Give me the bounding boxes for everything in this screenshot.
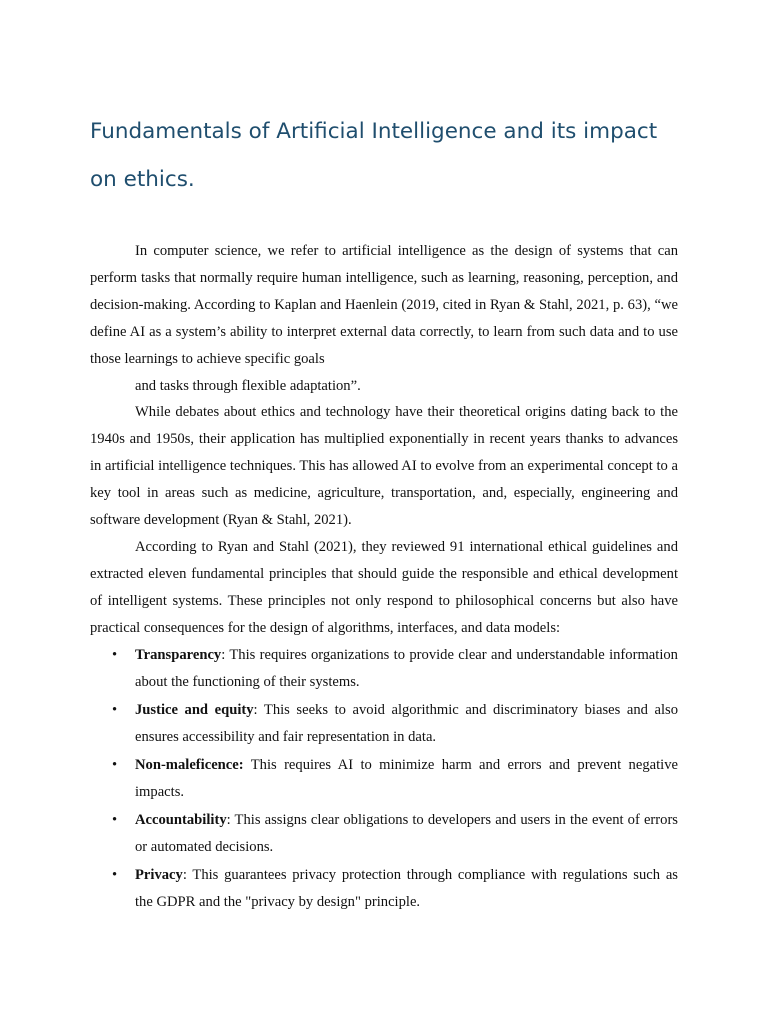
principle-term: Non-maleficence: bbox=[135, 756, 244, 773]
paragraph-principles-intro: According to Ryan and Stahl (2021), they reviewed 91 international ethical guidelines and extracted eleven fundamental principles that should guide the responsible and ethical development of intelligent systems. These principles not only respond to philosophical concerns but also have practical consequences for the design of algorithms, interfaces, and data models: bbox=[90, 538, 678, 636]
principle-separator: : bbox=[226, 811, 235, 828]
principle-separator bbox=[244, 757, 251, 773]
bullet-icon: • bbox=[112, 646, 118, 663]
document-title: Fundamentals of Artificial Intelligence and its impact on ethics. bbox=[90, 119, 658, 192]
principle-term: Transparency bbox=[135, 646, 222, 663]
bullet-icon: • bbox=[112, 866, 118, 883]
principle-text: This guarantees privacy protection through compliance with regulations such as the GDPR and the "privacy by design" principle. bbox=[135, 866, 678, 910]
paragraph-intro: In computer science, we refer to artificial intelligence as the design of systems that can perform tasks that normally require human intelligence, such as learning, reasoning, perception, and decision-making. According to Kaplan and Haenlein (2019, cited in Ryan & Stahl, 2021, p. 63), “we define AI as a system’s ability to interpret external data correctly, to learn from such data and to use those learnings to achieve specific goals bbox=[90, 243, 678, 367]
principles-list bbox=[90, 642, 678, 916]
bullet-icon: • bbox=[112, 701, 118, 718]
principle-term: Accountability bbox=[135, 811, 227, 828]
principle-separator: : bbox=[253, 701, 264, 718]
principle-text: This assigns clear obligations to developers and users in the event of errors or automated decisions. bbox=[135, 811, 678, 855]
list-item bbox=[90, 642, 678, 696]
list-item bbox=[90, 862, 678, 916]
list-item bbox=[90, 807, 678, 861]
principle-term: Privacy bbox=[135, 866, 183, 883]
principle-text: This seeks to avoid algorithmic and discriminatory biases and also ensures accessibility and fair representation in data. bbox=[135, 701, 678, 745]
paragraph-history: While debates about ethics and technology have their theoretical origins dating back to the 1940s and 1950s, their application has multiplied exponentially in recent years thanks to advances in artificial intelligence techniques. This has allowed AI to evolve from an experimental concept to a key tool in areas such as medicine, agriculture, transportation, and, especially, engineering and software development (Ryan & Stahl, 2021). bbox=[90, 404, 678, 529]
list-item bbox=[90, 752, 678, 806]
document-body bbox=[90, 238, 678, 917]
principle-text: This requires organizations to provide clear and understandable information about the functioning of their systems. bbox=[135, 646, 678, 690]
paragraph-intro-continuation: and tasks through flexible adaptation”. bbox=[135, 377, 361, 394]
list-item bbox=[90, 697, 678, 751]
principle-text: This requires AI to minimize harm and errors and prevent negative impacts. bbox=[135, 756, 678, 800]
bullet-icon: • bbox=[112, 756, 118, 773]
bullet-icon: • bbox=[112, 811, 118, 828]
principle-separator: : bbox=[221, 646, 230, 663]
principle-separator: : bbox=[182, 866, 193, 883]
principle-term: Justice and equity bbox=[135, 701, 254, 718]
